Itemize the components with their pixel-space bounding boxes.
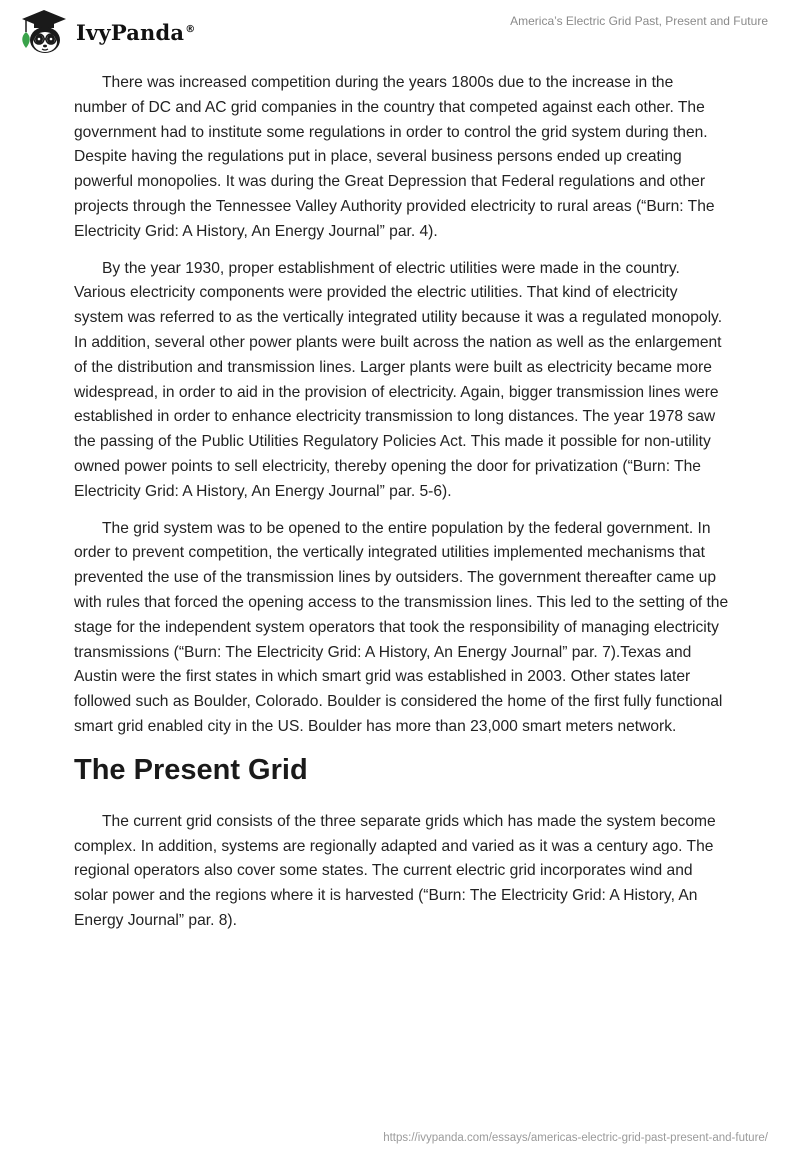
section-heading: The Present Grid — [74, 753, 308, 786]
paragraph: The grid system was to be opened to the entire population by the federal government. In order to prevent competition, the vertically integrated utilities implemented mechanisms that prevented the use of the transmission lines by outsiders. The government thereafter came up with rules that forced the opening access to the transmission lines. This led to the setting of the stage for the independent system operators that took the responsibility of managing electricity transmissions (“Burn: The Electricity Grid: A History, An Energy Journal” par. 7).Texas and Austin were the first states in which smart grid was established in 2003. Other states later followed such as Boulder, Colorado. Boulder is considered the home of the first fully functional smart grid enabled city in the US. Boulder has more than 23,000 smart meters network. — [74, 519, 729, 735]
document-title: America’s Electric Grid Past, Present and Future — [510, 14, 768, 28]
registered-mark: ® — [185, 23, 196, 35]
logo-text: IvyPanda® — [76, 19, 196, 45]
page-header — [0, 0, 800, 64]
logo[interactable] — [14, 8, 195, 56]
paragraph: The current grid consists of the three separate grids which has made the system become complex. In addition, systems are regionally adapted and varied as it was a century ago. The regional operators also cover some states. The current electric grid incorporates wind and solar power and the regions where it is harvested (“Burn: The Electricity Grid: A History, An Energy Journal” par. 8). — [74, 812, 716, 929]
panda-graduate-icon — [14, 8, 70, 56]
source-url[interactable]: https://ivypanda.com/essays/americas-electric-grid-past-present-and-future/ — [383, 1132, 768, 1144]
paragraph: By the year 1930, proper establishment of electric utilities were made in the country. Various electricity components were provided the electric utilities. That kind of electricity system was referred to as the vertically integrated utility because it was a regulated monopoly. In addition, several other power plants were built across the nation as well as the enlargement of the distribution and transmission lines. Larger plants were built as electricity became more widespread, in order to aid in the provision of electricity. Again, bigger transmission lines were established in order to enhance electricity transmission to long distances. The year 1978 saw the passing of the Public Utilities Regulatory Policies Act. This made it possible for non-utility owned power points to sell electricity, thereby opening the door for privatization (“Burn: The Electricity Grid: A History, An Energy Journal” par. 5-6). — [74, 259, 723, 500]
paragraph: There was increased competition during the years 1800s due to the increase in the number of DC and AC grid companies in the country that competed against each other. The government had to institute some regulations in order to control the grid system during then. Despite having the regulations put in place, several business persons ended up creating powerful monopolies. It was during the Great Depression that Federal regulations and other projects through the Tennessee Valley Authority provided electricity to rural areas (“Burn: The Electricity Grid: A History, An Energy Journal” par. 4). — [74, 74, 715, 240]
essay-content — [74, 71, 730, 946]
